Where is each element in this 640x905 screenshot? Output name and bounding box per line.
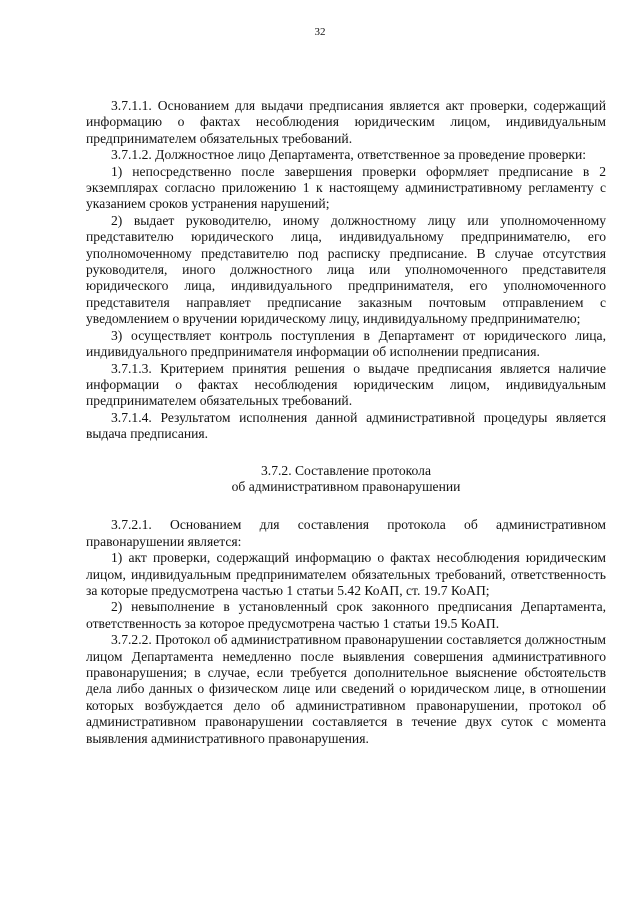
list-item-1-protocol: 1) акт проверки, содержащий информацию о фактах несоблюдения юридическим лицом, индивидуальным предпринимателем обязательных требований, ответственность за которые предусмотрена частью 1 статьи 5.42 КоАП, ст. 19.7 КоАП; xyxy=(86,550,606,598)
list-item-2-protocol: 2) невыполнение в установленный срок законного предписания Департамента, ответственность за которое предусмотрена частью 1 статьи 19.5 КоАП. xyxy=(86,599,606,631)
section-heading-line-1: 3.7.2. Составление протокола xyxy=(261,462,431,478)
section-heading-line-2: об административном правонарушении xyxy=(231,478,461,494)
list-item-2: 2) выдает руководителю, иному должностному лицу или уполномоченному представителю юридического лица, индивидуальному предпринимателю, его уполномоченному представителю под расписку предписание. В случае отсутствия руководителя, иного должностного лица или уполномоченного представителя юридического лица, индивидуального предпринимателя, его уполномоченного представителя направляет предписание заказным почтовым отправлением с уведомлением о вручении юридическому лицу, индивидуальному предпринимателю; xyxy=(86,212,606,327)
paragraph-3-7-1-4: 3.7.1.4. Результатом исполнения данной административной процедуры является выдача предписания. xyxy=(86,409,606,442)
list-item-3: 3) осуществляет контроль поступления в Департамент от юридического лица, индивидуального предпринимателя информации об исполнении предписания. xyxy=(86,327,606,360)
paragraph-3-7-2-2: 3.7.2.2. Протокол об административном правонарушении составляется должностным лицом Департамента немедленно после выявления совершения административного правонарушения; в случае, если требуется дополнительное выяснение обстоятельств дела либо данных о физическом лице или сведений о юридическом лице, в отношении которых возбуждается дело об административном правонарушении, протокол об административном правонарушении составляется в течение двух суток с момента выявления административного правонарушения. xyxy=(86,632,606,746)
page-number: 32 xyxy=(314,26,326,38)
list-item-1: 1) непосредственно после завершения проверки оформляет предписание в 2 экземплярах согласно приложению 1 к настоящему административному регламенту с указанием сроков устранения нарушений; xyxy=(86,163,606,212)
document-body xyxy=(86,98,606,747)
paragraph-3-7-2-1: 3.7.2.1. Основанием для составления протокола об административном правонарушении является: xyxy=(86,517,606,549)
paragraph-3-7-1-3: 3.7.1.3. Критерием принятия решения о выдаче предписания является наличие информации о фактах несоблюдения юридическим лицом, индивидуальным предпринимателем обязательных требований. xyxy=(86,360,606,409)
paragraph-3-7-1-1: 3.7.1.1. Основанием для выдачи предписания является акт проверки, содержащий информацию о фактах несоблюдения юридическим лицом, индивидуальным предпринимателем обязательных требований. xyxy=(86,98,606,146)
paragraph-3-7-1-2: 3.7.1.2. Должностное лицо Департамента, ответственное за проведение проверки: xyxy=(111,147,587,163)
